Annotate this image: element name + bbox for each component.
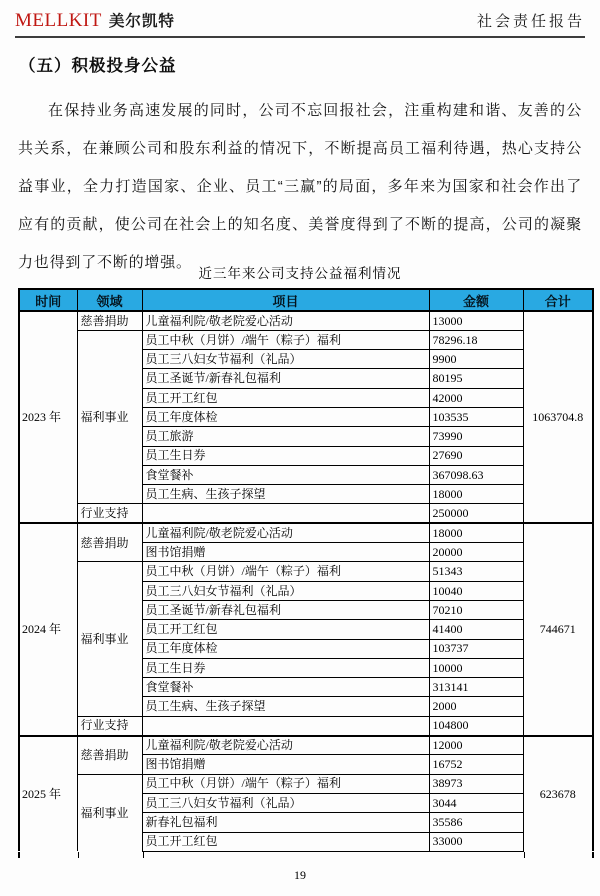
- cell-total: 744671: [523, 523, 593, 735]
- welfare-table-wrap: [18, 288, 594, 852]
- cell-project: [142, 716, 429, 735]
- cell-project: 图书馆捐赠: [142, 543, 429, 562]
- stub-border-time: [78, 852, 79, 858]
- col-header-project: 项目: [142, 289, 429, 311]
- logo-wordmark: MELLKIT: [15, 10, 102, 31]
- cell-amount: 35586: [429, 813, 523, 832]
- cell-domain: 福利事业: [77, 330, 142, 504]
- col-header-amount: 金额: [429, 289, 523, 311]
- cell-amount: 78296.18: [429, 330, 523, 349]
- cell-project: 员工生病、生孩子探望: [142, 697, 429, 716]
- document-title: 社会责任报告: [476, 14, 585, 30]
- cell-amount: 2000: [429, 697, 523, 716]
- cell-amount: 51343: [429, 562, 523, 581]
- cell-domain: 行业支持: [77, 716, 142, 735]
- cell-project: 员工年度体检: [142, 639, 429, 658]
- cell-amount: 13000: [429, 311, 523, 330]
- running-header: [15, 9, 585, 38]
- cell-amount: 42000: [429, 388, 523, 407]
- cell-amount: 16752: [429, 755, 523, 774]
- cell-project: 员工圣诞节/新春礼包福利: [142, 600, 429, 619]
- cell-amount: 250000: [429, 504, 523, 523]
- cell-project: 员工生病、生孩子探望: [142, 485, 429, 504]
- cell-domain: 慈善捐助: [77, 311, 142, 330]
- cell-project: 儿童福利院/敬老院爱心活动: [142, 523, 429, 542]
- cell-project: 儿童福利院/敬老院爱心活动: [142, 311, 429, 330]
- table-row: [19, 311, 593, 330]
- table-row: [19, 562, 593, 581]
- cell-project: 员工旅游: [142, 427, 429, 446]
- page-number: 19: [294, 868, 306, 882]
- table-row: [19, 504, 593, 523]
- table-row: [19, 330, 593, 349]
- cell-domain: 行业支持: [77, 504, 142, 523]
- section-title: （五）积极投身公益: [19, 57, 177, 75]
- cell-year: 2024 年: [19, 523, 77, 735]
- cell-project: 员工开工红包: [142, 832, 429, 851]
- cell-project: 员工开工红包: [142, 620, 429, 639]
- cell-amount: 73990: [429, 427, 523, 446]
- cell-amount: 41400: [429, 620, 523, 639]
- cell-project: 员工中秋（月饼）/端午（粽子）福利: [142, 330, 429, 349]
- stub-border-right: [592, 852, 594, 858]
- cell-project: 员工开工红包: [142, 388, 429, 407]
- cell-project: 员工三八妇女节福利（礼品）: [142, 793, 429, 812]
- cell-project: 员工生日券: [142, 658, 429, 677]
- cell-project: 员工年度体检: [142, 407, 429, 426]
- table-pagebreak-stub: [0, 852, 600, 858]
- cell-amount: 9900: [429, 350, 523, 369]
- col-header-total: 合计: [523, 289, 593, 311]
- cell-year: 2023 年: [19, 311, 77, 523]
- company-logo: [15, 9, 175, 32]
- cell-project: 儿童福利院/敬老院爱心活动: [142, 736, 429, 755]
- col-header-domain: 领域: [77, 289, 142, 311]
- cell-amount: 18000: [429, 523, 523, 542]
- welfare-table: [18, 288, 594, 852]
- logo-chinese-name: 美尔凯特: [108, 13, 175, 30]
- cell-amount: 38973: [429, 774, 523, 793]
- cell-amount: 12000: [429, 736, 523, 755]
- stub-border-left: [18, 852, 20, 858]
- cell-project: 新春礼包福利: [142, 813, 429, 832]
- cell-amount: 103535: [429, 407, 523, 426]
- cell-domain: 慈善捐助: [77, 523, 142, 562]
- table-title: 近三年来公司支持公益福利情况: [198, 266, 402, 281]
- table-row: [19, 716, 593, 735]
- cell-project: 员工圣诞节/新春礼包福利: [142, 369, 429, 388]
- stub-border-domain: [143, 852, 144, 858]
- cell-project: 图书馆捐赠: [142, 755, 429, 774]
- cell-project: 食堂餐补: [142, 678, 429, 697]
- body-paragraph: 在保持业务高速发展的同时，公司不忘回报社会，注重构建和谐、友善的公共关系，在兼顾公司和股东利益的情况下，不断提高员工福利待遇，热心支持公益事业，全力打造国家、企业、员工“三赢”的局面，多年来为国家和社会作出了应有的贡献，使公司在社会上的知名度、美誉度得到了不断的提高，公司的凝聚力也得到了不断的增强。: [18, 102, 582, 271]
- cell-amount: 27690: [429, 446, 523, 465]
- cell-project: 员工三八妇女节福利（礼品）: [142, 581, 429, 600]
- cell-project: 员工生日券: [142, 446, 429, 465]
- cell-project: 员工中秋（月饼）/端午（粽子）福利: [142, 562, 429, 581]
- col-header-time: 时间: [19, 289, 77, 311]
- cell-project: 食堂餐补: [142, 465, 429, 484]
- cell-project: 员工三八妇女节福利（礼品）: [142, 350, 429, 369]
- cell-amount: 104800: [429, 716, 523, 735]
- cell-amount: 20000: [429, 543, 523, 562]
- cell-total: 1063704.8: [523, 311, 593, 523]
- cell-domain: 福利事业: [77, 774, 142, 851]
- stub-border-total: [524, 852, 525, 858]
- cell-amount: 367098.63: [429, 465, 523, 484]
- cell-project: 员工中秋（月饼）/端午（粽子）福利: [142, 774, 429, 793]
- cell-amount: 18000: [429, 485, 523, 504]
- cell-project: [142, 504, 429, 523]
- cell-amount: 10040: [429, 581, 523, 600]
- cell-domain: 慈善捐助: [77, 736, 142, 775]
- cell-domain: 福利事业: [77, 562, 142, 716]
- table-header-row: [19, 289, 593, 311]
- table-row: [19, 774, 593, 793]
- cell-amount: 80195: [429, 369, 523, 388]
- cell-amount: 10000: [429, 658, 523, 677]
- cell-total: 623678: [523, 736, 593, 852]
- cell-year: 2025 年: [19, 736, 77, 852]
- table-row: [19, 736, 593, 755]
- table-row: [19, 523, 593, 542]
- cell-amount: 103737: [429, 639, 523, 658]
- cell-amount: 33000: [429, 832, 523, 851]
- cell-amount: 3044: [429, 793, 523, 812]
- cell-amount: 313141: [429, 678, 523, 697]
- cell-amount: 70210: [429, 600, 523, 619]
